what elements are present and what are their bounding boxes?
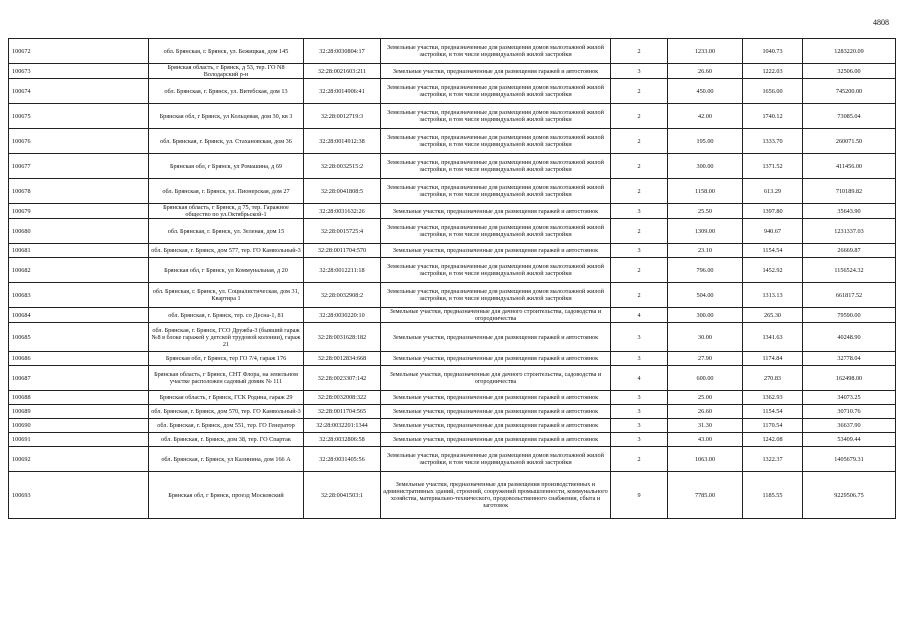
table-row <box>9 244 896 258</box>
cadastral-value-cell: 32778.04 <box>803 352 896 366</box>
address-cell: обл. Брянская, г. Брянск, ул. Стахановская, дом 36 <box>149 129 304 154</box>
category-cell: 2 <box>611 447 668 472</box>
land-use-cell: Земельные участки, предназначенные для размещения гаражей и автостоянок <box>381 419 611 433</box>
land-use-cell: Земельные участки, предназначенные для размещения гаражей и автостоянок <box>381 244 611 258</box>
category-cell: 3 <box>611 391 668 405</box>
area-cell: 31.30 <box>668 419 743 433</box>
cadastral-value-cell: 40248.90 <box>803 323 896 352</box>
address-cell: обл. Брянская, г. Брянск, тер. со Десна-1, 81 <box>149 308 304 323</box>
cadastral-value-cell: 162498.00 <box>803 366 896 391</box>
table-row <box>9 39 896 64</box>
table-row <box>9 204 896 219</box>
specific-value-cell: 1154.54 <box>743 244 803 258</box>
address-cell: обл. Брянская, г. Брянск, дом 570, тер. ГО Камвольный-3 <box>149 405 304 419</box>
cadastral-number-cell: 32:28:0011704:565 <box>304 405 381 419</box>
table-row <box>9 129 896 154</box>
object-number-cell: 100685 <box>9 323 149 352</box>
object-number-cell: 100689 <box>9 405 149 419</box>
specific-value-cell: 940.67 <box>743 219 803 244</box>
cadastral-value-cell: 79590.00 <box>803 308 896 323</box>
object-number-cell: 100677 <box>9 154 149 179</box>
object-number-cell: 100690 <box>9 419 149 433</box>
land-use-cell: Земельные участки, предназначенные для размещения гаражей и автостоянок <box>381 64 611 79</box>
land-use-cell: Земельные участки, предназначенные для размещения домов малоэтажной жилой застройки, в том числе индивидуальной жилой застройки <box>381 258 611 283</box>
cadastral-value-cell: 30710.76 <box>803 405 896 419</box>
cadastral-number-cell: 32:28:0014906:41 <box>304 79 381 104</box>
address-cell: обл. Брянская, г. Брянск, дом 38, тер. ГО Спартак <box>149 433 304 447</box>
specific-value-cell: 1174.84 <box>743 352 803 366</box>
land-use-cell: Земельные участки, предназначенные для размещения гаражей и автостоянок <box>381 405 611 419</box>
object-number-cell: 100691 <box>9 433 149 447</box>
specific-value-cell: 1170.54 <box>743 419 803 433</box>
category-cell: 3 <box>611 244 668 258</box>
table-row <box>9 308 896 323</box>
land-use-cell: Земельные участки, предназначенные для размещения домов малоэтажной жилой застройки, в том числе индивидуальной жилой застройки <box>381 104 611 129</box>
category-cell: 3 <box>611 64 668 79</box>
cadastral-value-cell: 1156524.32 <box>803 258 896 283</box>
cadastral-number-cell: 32:28:0032201:1344 <box>304 419 381 433</box>
cadastral-value-cell: 260071.50 <box>803 129 896 154</box>
cadastral-number-cell: 32:28:0012834:668 <box>304 352 381 366</box>
area-cell: 23.10 <box>668 244 743 258</box>
cadastral-value-cell: 1405679.31 <box>803 447 896 472</box>
object-number-cell: 100693 <box>9 472 149 519</box>
table-row <box>9 419 896 433</box>
area-cell: 30.00 <box>668 323 743 352</box>
specific-value-cell: 1333.70 <box>743 129 803 154</box>
area-cell: 1233.00 <box>668 39 743 64</box>
table-row <box>9 64 896 79</box>
land-use-cell: Земельные участки, предназначенные для дачного строительства, садоводства и огородничества <box>381 308 611 323</box>
category-cell: 4 <box>611 366 668 391</box>
specific-value-cell: 1362.93 <box>743 391 803 405</box>
cadastral-value-table <box>8 38 896 519</box>
area-cell: 450.00 <box>668 79 743 104</box>
cadastral-number-cell: 32:28:0041503:1 <box>304 472 381 519</box>
specific-value-cell: 1313.13 <box>743 283 803 308</box>
area-cell: 42.00 <box>668 104 743 129</box>
cadastral-number-cell: 32:28:0012719:3 <box>304 104 381 129</box>
cadastral-value-cell: 1283220.09 <box>803 39 896 64</box>
table-body <box>9 39 896 519</box>
cadastral-value-cell: 710189.82 <box>803 179 896 204</box>
table-row <box>9 352 896 366</box>
address-cell: Брянская область, г Брянск, д 75, тер. Гаражное общество по ул.Октябрьской-1 <box>149 204 304 219</box>
land-use-cell: Земельные участки, предназначенные для размещения гаражей и автостоянок <box>381 433 611 447</box>
cadastral-number-cell: 32:28:0032908:2 <box>304 283 381 308</box>
area-cell: 1309.00 <box>668 219 743 244</box>
object-number-cell: 100684 <box>9 308 149 323</box>
specific-value-cell: 1656.00 <box>743 79 803 104</box>
table-row <box>9 391 896 405</box>
specific-value-cell: 1040.73 <box>743 39 803 64</box>
table-row <box>9 323 896 352</box>
address-cell: Брянская обл, г Брянск, ул Кольцевая, дом 30, кв 3 <box>149 104 304 129</box>
address-cell: обл. Брянская, г. Брянск, ул. Социалистическая, дом 31, Квартира 1 <box>149 283 304 308</box>
category-cell: 3 <box>611 352 668 366</box>
category-cell: 3 <box>611 323 668 352</box>
specific-value-cell: 613.29 <box>743 179 803 204</box>
address-cell: Брянская обл, г Брянск, проезд Московский <box>149 472 304 519</box>
area-cell: 195.00 <box>668 129 743 154</box>
object-number-cell: 100673 <box>9 64 149 79</box>
object-number-cell: 100686 <box>9 352 149 366</box>
object-number-cell: 100674 <box>9 79 149 104</box>
table-row <box>9 447 896 472</box>
area-cell: 1063.00 <box>668 447 743 472</box>
object-number-cell: 100692 <box>9 447 149 472</box>
category-cell: 2 <box>611 219 668 244</box>
cadastral-number-cell: 32:28:0032515:2 <box>304 154 381 179</box>
object-number-cell: 100688 <box>9 391 149 405</box>
cadastral-value-cell: 34073.25 <box>803 391 896 405</box>
cadastral-value-cell: 73085.04 <box>803 104 896 129</box>
page-number: 4808 <box>873 18 889 27</box>
specific-value-cell: 1185.55 <box>743 472 803 519</box>
land-use-cell: Земельные участки, предназначенные для размещения гаражей и автостоянок <box>381 323 611 352</box>
land-use-cell: Земельные участки, предназначенные для размещения домов малоэтажной жилой застройки, в том числе индивидуальной жилой застройки <box>381 283 611 308</box>
category-cell: 4 <box>611 308 668 323</box>
address-cell: обл. Брянская, г. Брянск, ул Калинина, дом 166 А <box>149 447 304 472</box>
address-cell: Брянская область, г Брянск, д 53, тер. ГО N8 Володарский р-н <box>149 64 304 79</box>
object-number-cell: 100672 <box>9 39 149 64</box>
land-use-cell: Земельные участки, предназначенные для размещения производственных и административных зданий, строений, сооружений промышленности, коммунального хозяйства, материально-технического, продовольственного снабжения, сбыта и заготовок <box>381 472 611 519</box>
category-cell: 3 <box>611 433 668 447</box>
category-cell: 3 <box>611 419 668 433</box>
cadastral-number-cell: 32:28:0041808:5 <box>304 179 381 204</box>
area-cell: 43.00 <box>668 433 743 447</box>
category-cell: 2 <box>611 258 668 283</box>
area-cell: 26.60 <box>668 64 743 79</box>
land-use-cell: Земельные участки, предназначенные для дачного строительства, садоводства и огородничества <box>381 366 611 391</box>
cadastral-value-cell: 26669.87 <box>803 244 896 258</box>
category-cell: 2 <box>611 283 668 308</box>
area-cell: 1158.00 <box>668 179 743 204</box>
table-row <box>9 219 896 244</box>
cadastral-value-cell: 1231337.03 <box>803 219 896 244</box>
specific-value-cell: 1341.63 <box>743 323 803 352</box>
land-use-cell: Земельные участки, предназначенные для размещения домов малоэтажной жилой застройки, в том числе индивидуальной жилой застройки <box>381 79 611 104</box>
address-cell: Брянская область, г Брянск, ГСК Родина, гараж 29 <box>149 391 304 405</box>
address-cell: Брянская обл, г Брянск, ул Коммунальная, д 20 <box>149 258 304 283</box>
object-number-cell: 100687 <box>9 366 149 391</box>
category-cell: 2 <box>611 104 668 129</box>
address-cell: Брянская обл, г Брянск, ул Ромашина, д 69 <box>149 154 304 179</box>
land-use-cell: Земельные участки, предназначенные для размещения домов малоэтажной жилой застройки, в том числе индивидуальной жилой застройки <box>381 219 611 244</box>
table-row <box>9 179 896 204</box>
object-number-cell: 100682 <box>9 258 149 283</box>
table-row <box>9 79 896 104</box>
area-cell: 796.00 <box>668 258 743 283</box>
area-cell: 600.00 <box>668 366 743 391</box>
category-cell: 2 <box>611 39 668 64</box>
category-cell: 3 <box>611 405 668 419</box>
object-number-cell: 100681 <box>9 244 149 258</box>
area-cell: 25.00 <box>668 391 743 405</box>
table-row <box>9 104 896 129</box>
object-number-cell: 100680 <box>9 219 149 244</box>
cadastral-value-cell: 9229506.75 <box>803 472 896 519</box>
table-row <box>9 433 896 447</box>
cadastral-value-cell: 745200.00 <box>803 79 896 104</box>
land-use-cell: Земельные участки, предназначенные для размещения гаражей и автостоянок <box>381 204 611 219</box>
object-number-cell: 100679 <box>9 204 149 219</box>
land-use-cell: Земельные участки, предназначенные для размещения гаражей и автостоянок <box>381 391 611 405</box>
table-row <box>9 405 896 419</box>
cadastral-number-cell: 32:28:0030804:17 <box>304 39 381 64</box>
cadastral-value-cell: 32506.00 <box>803 64 896 79</box>
address-cell: обл. Брянская, г. Брянск, дом 577, тер. ГО Камвольный-3 <box>149 244 304 258</box>
cadastral-value-cell: 661817.52 <box>803 283 896 308</box>
area-cell: 300.00 <box>668 308 743 323</box>
cadastral-number-cell: 32:28:0011704:570 <box>304 244 381 258</box>
specific-value-cell: 1222.03 <box>743 64 803 79</box>
specific-value-cell: 265.30 <box>743 308 803 323</box>
object-number-cell: 100678 <box>9 179 149 204</box>
cadastral-number-cell: 32:28:0012211:18 <box>304 258 381 283</box>
address-cell: обл. Брянская, г. Брянск, ул. Бежицкая, дом 145 <box>149 39 304 64</box>
specific-value-cell: 1452.92 <box>743 258 803 283</box>
cadastral-number-cell: 32:28:0032806:58 <box>304 433 381 447</box>
specific-value-cell: 1154.54 <box>743 405 803 419</box>
address-cell: обл. Брянская, г. Брянск, ул. Витебская, дом 13 <box>149 79 304 104</box>
address-cell: обл. Брянская, г. Брянск, ул. Пионерская, дом 27 <box>149 179 304 204</box>
cadastral-value-cell: 411456.00 <box>803 154 896 179</box>
specific-value-cell: 270.83 <box>743 366 803 391</box>
land-use-cell: Земельные участки, предназначенные для размещения домов малоэтажной жилой застройки, в том числе индивидуальной жилой застройки <box>381 39 611 64</box>
table-row <box>9 472 896 519</box>
area-cell: 26.60 <box>668 405 743 419</box>
specific-value-cell: 1242.08 <box>743 433 803 447</box>
specific-value-cell: 1740.12 <box>743 104 803 129</box>
cadastral-number-cell: 32:28:0031628:182 <box>304 323 381 352</box>
land-use-cell: Земельные участки, предназначенные для размещения домов малоэтажной жилой застройки, в том числе индивидуальной жилой застройки <box>381 447 611 472</box>
address-cell: Брянская обл, г Брянск, тер ГО 7/4, гараж 176 <box>149 352 304 366</box>
specific-value-cell: 1322.37 <box>743 447 803 472</box>
cadastral-value-cell: 53409.44 <box>803 433 896 447</box>
land-use-cell: Земельные участки, предназначенные для размещения домов малоэтажной жилой застройки, в том числе индивидуальной жилой застройки <box>381 179 611 204</box>
area-cell: 7785.00 <box>668 472 743 519</box>
cadastral-value-cell: 36637.90 <box>803 419 896 433</box>
land-use-cell: Земельные участки, предназначенные для размещения домов малоэтажной жилой застройки, в том числе индивидуальной жилой застройки <box>381 129 611 154</box>
category-cell: 2 <box>611 129 668 154</box>
address-cell: обл. Брянская, г. Брянск, ул. Зеленая, дом 15 <box>149 219 304 244</box>
area-cell: 300.00 <box>668 154 743 179</box>
category-cell: 3 <box>611 204 668 219</box>
area-cell: 25.50 <box>668 204 743 219</box>
object-number-cell: 100675 <box>9 104 149 129</box>
category-cell: 2 <box>611 154 668 179</box>
cadastral-number-cell: 32:28:0031405:56 <box>304 447 381 472</box>
table-row <box>9 154 896 179</box>
category-cell: 9 <box>611 472 668 519</box>
cadastral-number-cell: 32:28:0032008:322 <box>304 391 381 405</box>
specific-value-cell: 1371.52 <box>743 154 803 179</box>
cadastral-number-cell: 32:28:0014912:38 <box>304 129 381 154</box>
specific-value-cell: 1397.80 <box>743 204 803 219</box>
object-number-cell: 100683 <box>9 283 149 308</box>
area-cell: 27.90 <box>668 352 743 366</box>
cadastral-number-cell: 32:28:0031632:26 <box>304 204 381 219</box>
cadastral-number-cell: 32:28:0021603:211 <box>304 64 381 79</box>
table-row <box>9 366 896 391</box>
cadastral-number-cell: 32:28:0030220:10 <box>304 308 381 323</box>
table-row <box>9 283 896 308</box>
address-cell: обл. Брянская, г. Брянск, ГСО Дружба-3 (бывший гараж №8 в блоке гаражей у детской трудовой колонии), гараж 21 <box>149 323 304 352</box>
category-cell: 2 <box>611 179 668 204</box>
object-number-cell: 100676 <box>9 129 149 154</box>
address-cell: Брянская область, г Брянск, СНТ Флора, на земельном участке расположен садовый домик № 111 <box>149 366 304 391</box>
address-cell: обл. Брянская, г. Брянск, дом 551, тер. ГО Генератор <box>149 419 304 433</box>
cadastral-value-cell: 35643.90 <box>803 204 896 219</box>
cadastral-number-cell: 32:28:0023307:142 <box>304 366 381 391</box>
category-cell: 2 <box>611 79 668 104</box>
land-use-cell: Земельные участки, предназначенные для размещения домов малоэтажной жилой застройки, в том числе индивидуальной жилой застройки <box>381 154 611 179</box>
land-use-cell: Земельные участки, предназначенные для размещения гаражей и автостоянок <box>381 352 611 366</box>
cadastral-number-cell: 32:28:0015725:4 <box>304 219 381 244</box>
table-row <box>9 258 896 283</box>
area-cell: 504.00 <box>668 283 743 308</box>
